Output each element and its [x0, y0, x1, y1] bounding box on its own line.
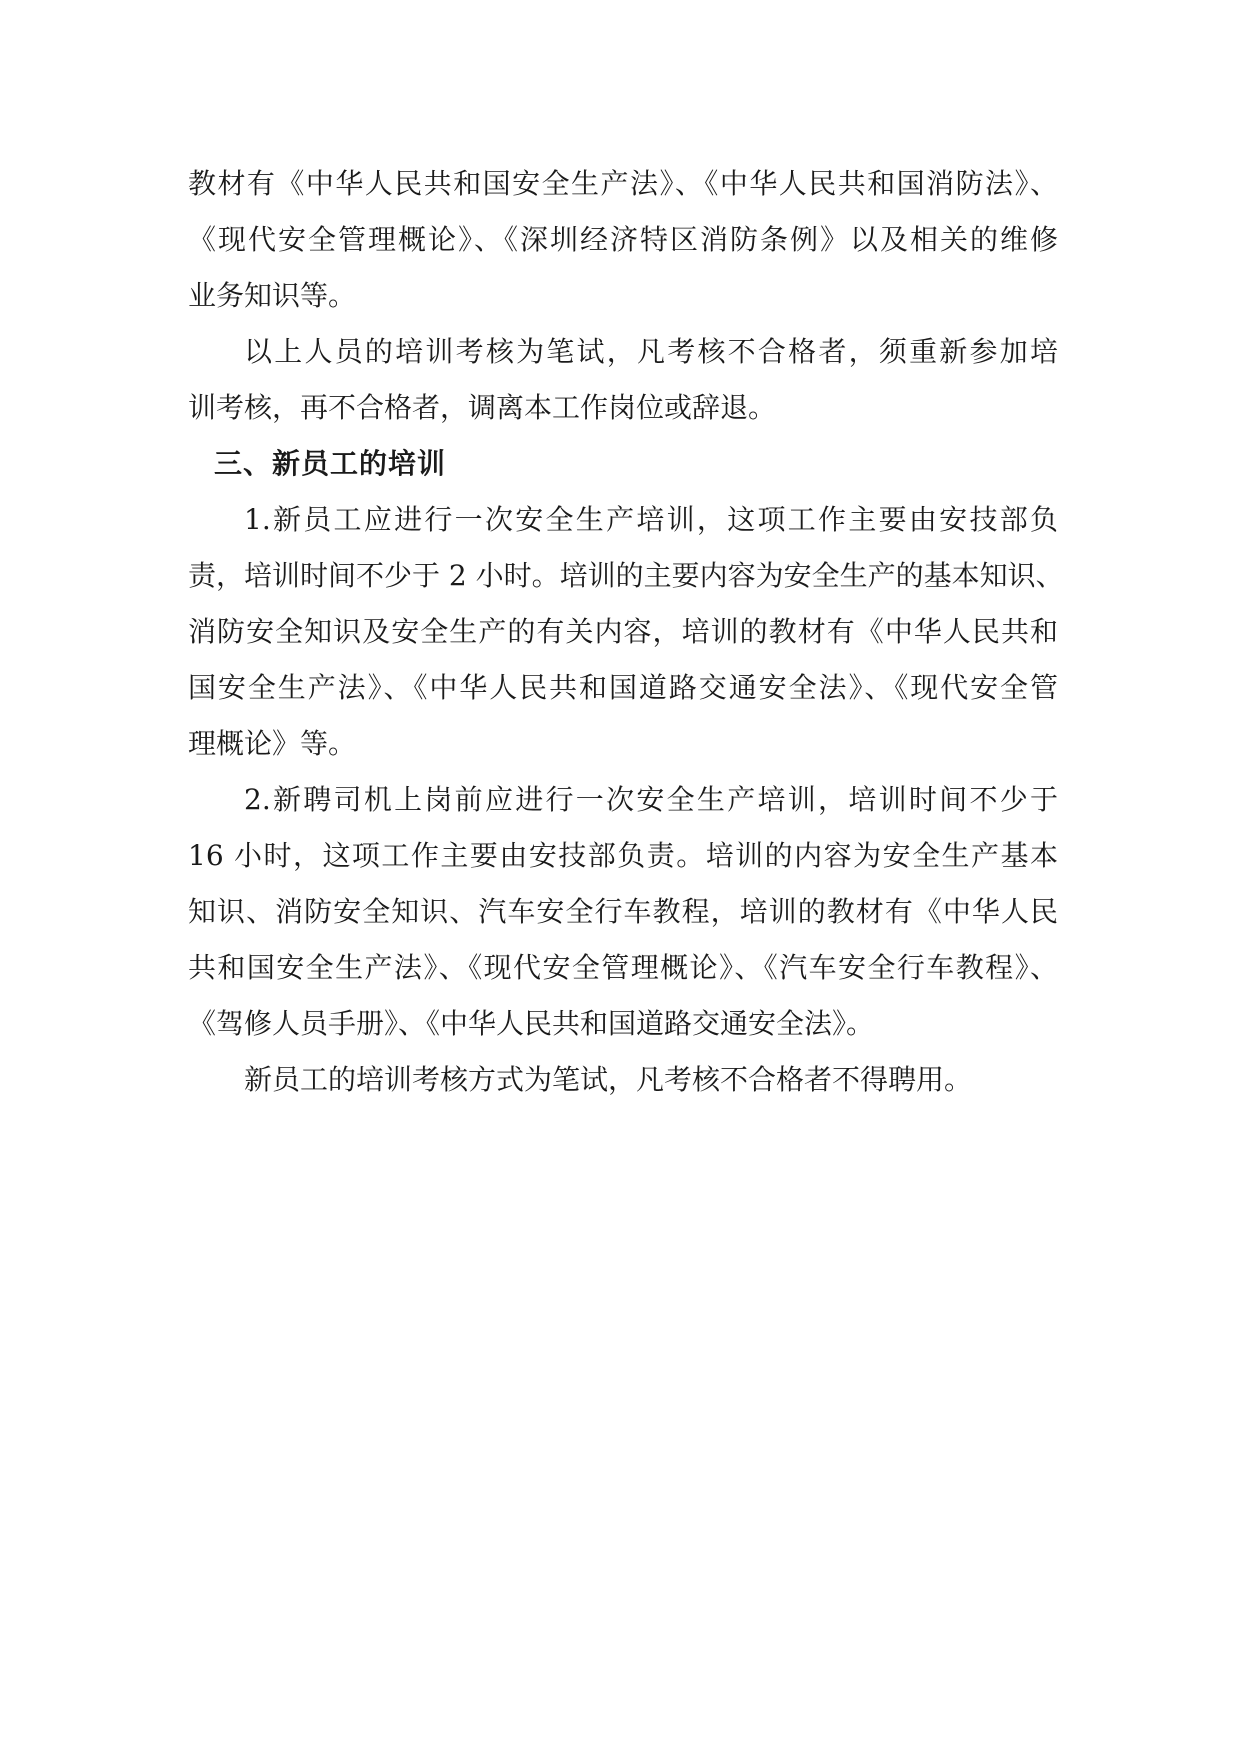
paragraph-first-line: 1.新员工应进行一次安全生产培训，这项工作主要由安技部负: [244, 503, 1058, 536]
text-line: 国安全生产法》、《中华人民共和国道路交通安全法》、《现代安全管: [188, 671, 1058, 704]
text-line: 理概论》等。: [188, 727, 357, 760]
paragraph-first-line: 新员工的培训考核方式为笔试，凡考核不合格者不得聘用。: [244, 1063, 973, 1096]
text-line: 教材有《中华人民共和国安全生产法》、《中华人民共和国消防法》、: [188, 167, 1058, 200]
text-line: 业务知识等。: [188, 279, 357, 312]
text-line: 消防安全知识及安全生产的有关内容，培训的教材有《中华人民共和: [188, 615, 1058, 648]
text-line: 责，培训时间不少于 2 小时。培训的主要内容为安全生产的基本知识、: [188, 559, 1064, 592]
text-line: 16 小时，这项工作主要由安技部负责。培训的内容为安全生产基本: [188, 839, 1058, 872]
text-line: 《现代安全管理概论》、《深圳经济特区消防条例》以及相关的维修: [188, 223, 1058, 256]
text-line: 共和国安全生产法》、《现代安全管理概论》、《汽车安全行车教程》、: [188, 951, 1058, 984]
text-line: 知识、消防安全知识、汽车安全行车教程，培训的教材有《中华人民: [188, 895, 1058, 928]
document-body: [188, 156, 1064, 1108]
paragraph-first-line: 以上人员的培训考核为笔试，凡考核不合格者，须重新参加培: [244, 335, 1058, 368]
paragraph-first-line: 2.新聘司机上岗前应进行一次安全生产培训，培训时间不少于: [244, 783, 1058, 816]
text-line: 训考核，再不合格者，调离本工作岗位或辞退。: [188, 391, 777, 424]
text-line: 《驾修人员手册》、《中华人民共和国道路交通安全法》。: [188, 1007, 875, 1040]
section-heading: 三、新员工的培训: [214, 447, 447, 480]
